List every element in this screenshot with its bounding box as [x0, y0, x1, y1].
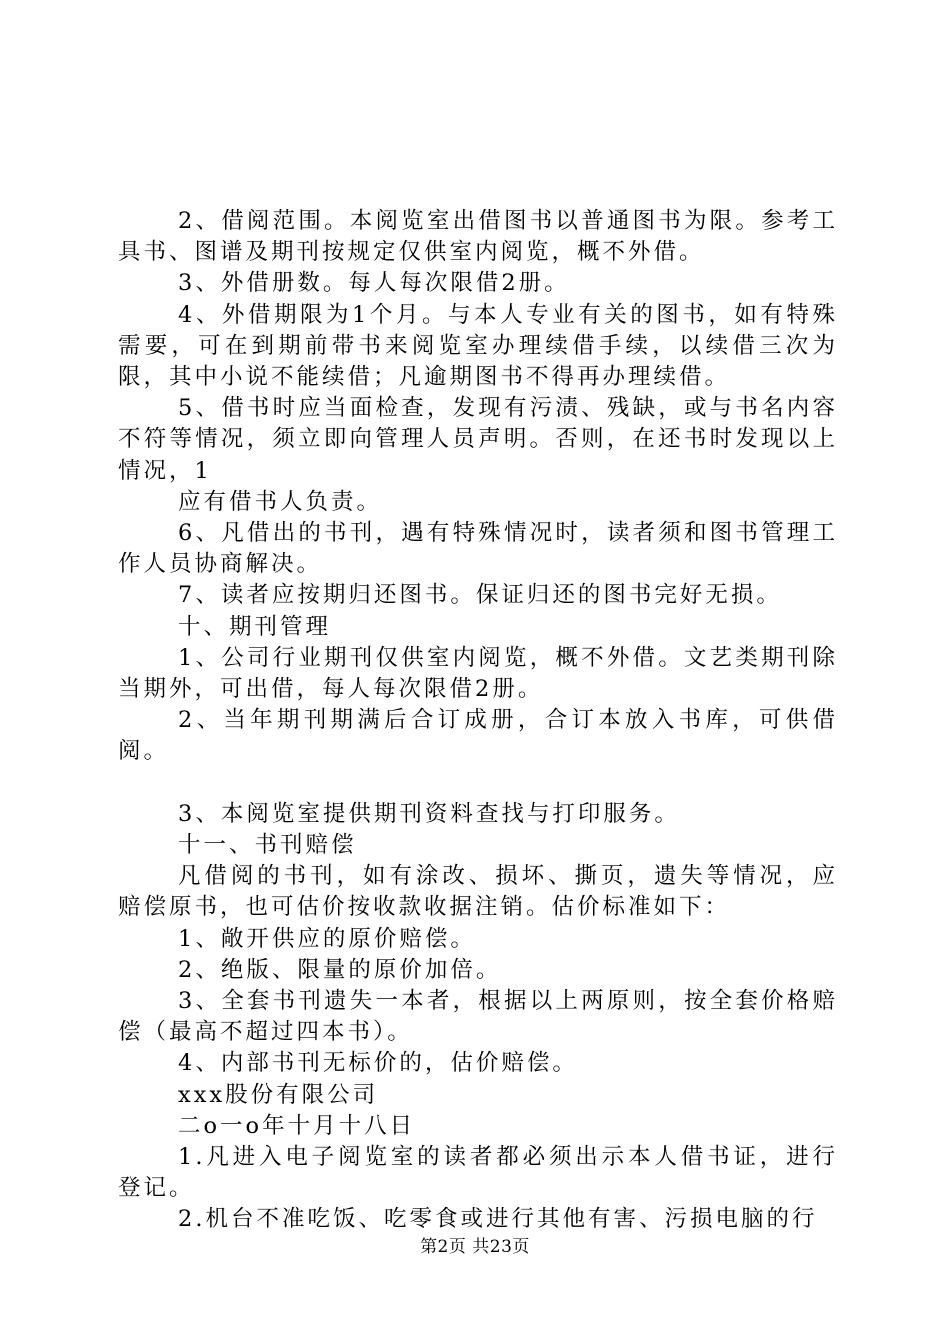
company-signature: xxx股份有限公司	[178, 1081, 379, 1108]
paragraph-borrow-period: 4、外借期限为1个月。与本人专业有关的图书，如有特殊需要，可在到期前带书来阅览室办理续借手续，以续借三次为限，其中小说不能续借；凡逾期图书不得再办理续借。	[118, 301, 838, 391]
paragraph-periodicals-reading: 1、公司行业期刊仅供室内阅览，概不外借。文艺类期刊除当期外，可出借，每人每次限借2册。	[118, 644, 838, 703]
document-date: 二o一o年十月十八日	[178, 1112, 416, 1139]
paragraph-periodicals-binding: 2、当年期刊期满后合订成册，合订本放入书库，可供借阅。	[118, 707, 838, 765]
section-heading-periodicals: 十、期刊管理	[178, 613, 332, 640]
paragraph-compensation-rule-2: 2、绝版、限量的原价加倍。	[178, 956, 502, 983]
paragraph-special-cases: 6、凡借出的书刊，遇有特殊情况时，读者须和图书管理工作人员协商解决。	[118, 520, 838, 578]
paragraph-return-on-time: 7、读者应按期归还图书。保证归还的图书完好无损。	[178, 582, 782, 609]
document-body	[118, 206, 838, 1236]
paragraph-e-reading-rule-1: 1.凡进入电子阅览室的读者都必须出示本人借书证，进行登记。	[118, 1144, 838, 1202]
paragraph-periodicals-service: 3、本阅览室提供期刊资料查找与打印服务。	[178, 800, 680, 827]
paragraph-borrow-scope: 2、借阅范围。本阅览室出借图书以普通图书为限。参考工具书、图谱及期刊按规定仅供室内阅览，概不外借。	[118, 208, 838, 266]
paragraph-compensation-rule-3: 3、全套书刊遗失一本者，根据以上两原则，按全套价格赔偿（最高不超过四本书）。	[118, 988, 838, 1046]
paragraph-e-reading-rule-2: 2.机台不准吃饭、吃零食或进行其他有害、污损电脑的行	[178, 1206, 818, 1233]
section-heading-compensation: 十一、书刊赔偿	[178, 832, 357, 859]
page-footer: 第2页 共23页	[420, 1237, 530, 1257]
paragraph-compensation-rule-4: 4、内部书刊无标价的，估价赔偿。	[178, 1050, 578, 1077]
blank-line	[118, 768, 838, 799]
paragraph-responsibility: 应有借书人负责。	[178, 488, 383, 515]
paragraph-inspection: 5、借书时应当面检查，发现有污渍、残缺，或与书名内容不符等情况，须立即向管理人员声明。否则，在还书时发现以上情况，1	[118, 395, 838, 484]
paragraph-compensation-rule-1: 1、敞开供应的原价赔偿。	[178, 925, 476, 952]
paragraph-borrow-quantity: 3、外借册数。每人每次限借2册。	[178, 270, 570, 297]
paragraph-compensation-intro: 凡借阅的书刊，如有涂改、损坏、撕页，遗失等情况，应赔偿原书，也可估价按收款收据注销。估价标准如下：	[118, 863, 838, 921]
